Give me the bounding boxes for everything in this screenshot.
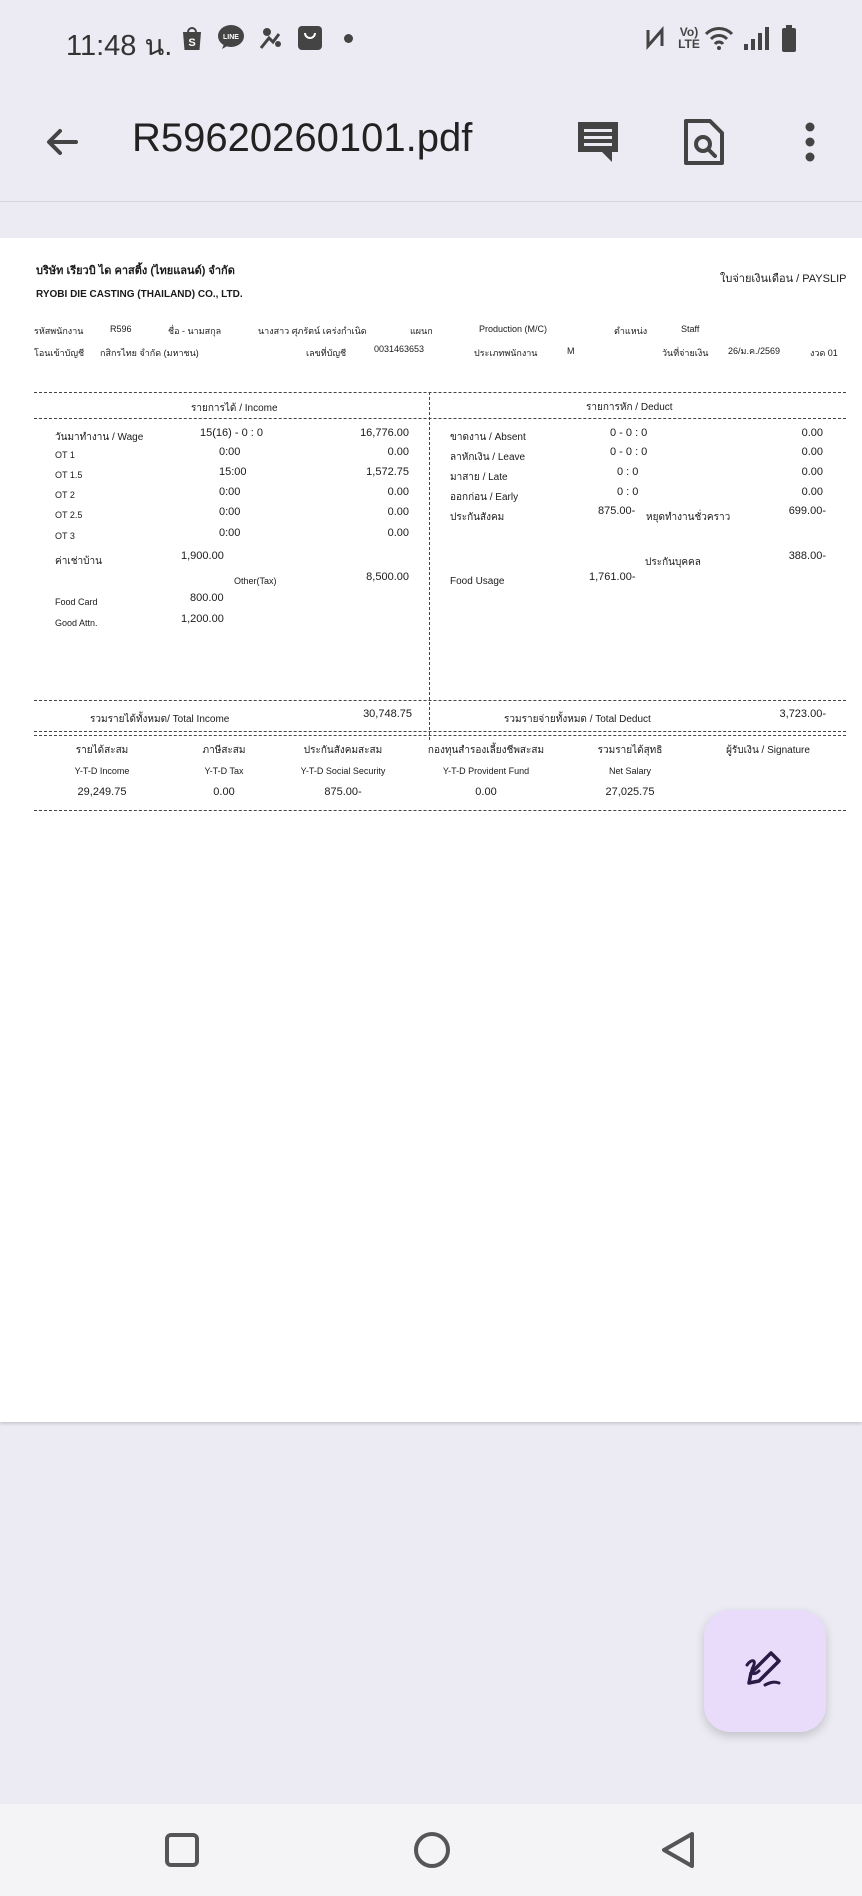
ytd-social-th: ประกันสังคมสะสม [303, 745, 383, 756]
deduct-label-late: มาสาย / Late [450, 472, 508, 483]
deduct-qty-absent: 0 - 0 : 0 [610, 427, 648, 439]
income-qty-ot1: 0:00 [219, 446, 241, 458]
pdf-page[interactable] [0, 238, 862, 1422]
emp-id-label: รหัสพนักงาน [34, 326, 84, 336]
ytd-income-th: รายได้สะสม [75, 745, 129, 756]
status-time: 11:48 น. [66, 30, 173, 62]
wifi-icon [704, 24, 734, 56]
system-nav-bar [0, 1804, 862, 1896]
income-amount-ot15: 1,572.75 [366, 466, 409, 478]
deduct-amount-early: 0.00 [801, 486, 823, 498]
svg-text:LINE: LINE [223, 34, 239, 41]
battery-icon [780, 24, 798, 58]
line-icon [217, 24, 245, 54]
emp-type: M [567, 346, 575, 356]
status-bar [0, 0, 862, 80]
income-qty-ot15: 15:00 [219, 466, 247, 478]
housing-amount: 1,900.00 [181, 550, 224, 562]
deduct-amount-absent: 0.00 [801, 427, 823, 439]
ytd-provident-value: 0.00 [475, 786, 497, 798]
back-arrow-icon[interactable] [36, 116, 88, 168]
volte-icon [674, 26, 704, 50]
net-salary-en: Net Salary [608, 766, 652, 776]
table-top-line [34, 392, 846, 393]
deduct-amount-leave: 0.00 [801, 446, 823, 458]
personal-insurance-label: ประกันบุคคล [645, 557, 701, 568]
document-title: R59620260101.pdf [132, 116, 473, 160]
income-amount-ot3: 0.00 [387, 527, 409, 539]
nfc-icon [644, 24, 666, 56]
ytd-income-value: 29,249.75 [77, 786, 127, 798]
page-gap [0, 202, 862, 238]
comment-icon[interactable] [570, 114, 626, 170]
income-header: รายการได้ / Income [191, 403, 278, 414]
pay-date: 26/ม.ค./2569 [728, 346, 780, 356]
signal-icon [742, 24, 770, 56]
volte-line1: Vo) [679, 25, 699, 39]
total-deduct-label: รวมรายจ่ายทั้งหมด / Total Deduct [504, 714, 651, 725]
personal-insurance-amount: 388.00- [788, 550, 826, 562]
ytd-tax-value: 0.00 [213, 786, 235, 798]
doc-type: ใบจ่ายเงินเดือน / PAYSLIP [720, 273, 847, 285]
deduct-header: รายการหัก / Deduct [586, 402, 673, 413]
income-label-ot15: OT 1.5 [55, 470, 83, 480]
back-icon[interactable] [654, 1826, 702, 1874]
emp-id: R596 [110, 324, 132, 334]
shopee-icon [180, 24, 204, 56]
income-label-wage: วันมาทำงาน / Wage [55, 432, 144, 443]
emp-type-label: ประเภทพนักงาน [474, 348, 538, 358]
recents-icon[interactable] [158, 1826, 206, 1874]
deduct-qty-late: 0 : 0 [617, 466, 639, 478]
account-label: เลขที่บัญชี [306, 348, 347, 358]
find-in-page-icon[interactable] [676, 114, 732, 170]
edit-draw-icon [741, 1645, 789, 1697]
income-label-ot3: OT 3 [55, 531, 75, 541]
food-usage-amount: 1,761.00- [589, 571, 636, 583]
temp-leave-label: หยุดทำงานชั่วคราว [646, 512, 731, 523]
bank-name: กสิกรไทย จำกัด (มหาชน) [100, 348, 199, 358]
position-value: Staff [681, 324, 700, 334]
deduct-label-absent: ขาดงาน / Absent [450, 432, 526, 443]
position-label: ตำแหน่ง [614, 326, 648, 336]
table-header-line [34, 418, 846, 419]
good-attn-label: Good Attn. [55, 618, 98, 628]
volte-line2: LTE [678, 37, 700, 51]
ytd-social-en: Y-T-D Social Security [300, 766, 386, 776]
notification-dot [344, 34, 353, 43]
income-amount-ot1: 0.00 [387, 446, 409, 458]
transfer-label: โอนเข้าบัญชี [34, 348, 85, 358]
signature-label: ผู้รับเงิน / Signature [726, 745, 810, 756]
deduct-qty-early: 0 : 0 [617, 486, 639, 498]
ytd-social-value: 875.00- [324, 786, 362, 798]
food-card-label: Food Card [55, 597, 98, 607]
totals-top-line [34, 700, 846, 701]
app-icon [257, 24, 285, 56]
net-salary-value: 27,025.75 [605, 786, 655, 798]
totals-bottom-line-1 [34, 731, 846, 732]
company-name-en: RYOBI DIE CASTING (THAILAND) CO., LTD. [36, 289, 243, 300]
income-label-ot2: OT 2 [55, 490, 75, 500]
ytd-provident-th: กองทุนสำรองเลี้ยงชีพสะสม [427, 745, 545, 756]
food-usage-label: Food Usage [450, 576, 505, 587]
income-qty-wage: 15(16) - 0 : 0 [200, 427, 263, 439]
deduct-qty-leave: 0 - 0 : 0 [610, 446, 648, 458]
net-salary-th: รวมรายได้สุทธิ [597, 745, 663, 756]
table-divider [429, 392, 430, 740]
income-amount-ot25: 0.00 [387, 506, 409, 518]
name-label: ชื่อ - นามสกุล [168, 326, 222, 336]
deduct-amount-late: 0.00 [801, 466, 823, 478]
totals-bottom-line-2 [34, 735, 846, 736]
income-qty-ot25: 0:00 [219, 506, 241, 518]
total-income-label: รวมรายได้ทั้งหมด/ Total Income [90, 714, 230, 725]
svg-text:S: S [188, 37, 196, 49]
dept-label: แผนก [410, 326, 433, 336]
total-income-amount: 30,748.75 [363, 708, 412, 720]
ytd-tax-th: ภาษีสะสม [202, 745, 246, 756]
ytd-bottom-line [34, 810, 846, 811]
emp-name: นางสาว ศุภรัตน์ เคร่งกำเนิด [258, 326, 367, 336]
account-number: 0031463653 [374, 344, 425, 354]
income-amount-ot2: 0.00 [387, 486, 409, 498]
top-app-bar [0, 80, 862, 202]
good-attn-amount: 1,200.00 [181, 613, 224, 625]
home-icon[interactable] [408, 1826, 456, 1874]
pay-date-label: วันที่จ่ายเงิน [662, 348, 709, 358]
other-tax-amount: 8,500.00 [366, 571, 409, 583]
more-vert-icon[interactable] [788, 114, 832, 170]
company-name-th: บริษัท เรียวบิ ได คาสติ้ง (ไทยแลนด์) จำกัด [36, 265, 235, 277]
income-amount-wage: 16,776.00 [360, 427, 409, 439]
period: งวด 01 [810, 348, 838, 358]
housing-label: ค่าเช่าบ้าน [55, 556, 102, 567]
income-qty-ot2: 0:00 [219, 486, 241, 498]
income-label-ot25: OT 2.5 [55, 510, 83, 520]
deduct-label-leave: ลาหักเงิน / Leave [450, 452, 526, 463]
other-tax-label: Other(Tax) [234, 576, 277, 586]
social-security-amount: 875.00- [598, 505, 636, 517]
ytd-provident-en: Y-T-D Provident Fund [442, 766, 530, 776]
deduct-label-early: ออกก่อน / Early [450, 492, 519, 503]
income-label-ot1: OT 1 [55, 450, 75, 460]
ytd-income-en: Y-T-D Income [74, 766, 130, 776]
shopping-bag-icon [296, 24, 324, 56]
total-deduct-amount: 3,723.00- [779, 708, 826, 720]
food-card-amount: 800.00 [190, 592, 224, 604]
temp-leave-amount: 699.00- [788, 505, 826, 517]
social-security-label: ประกันสังคม [450, 512, 505, 523]
ytd-tax-en: Y-T-D Tax [204, 766, 244, 776]
edit-fab[interactable] [704, 1610, 826, 1732]
dept-value: Production (M/C) [479, 324, 548, 334]
income-qty-ot3: 0:00 [219, 527, 241, 539]
